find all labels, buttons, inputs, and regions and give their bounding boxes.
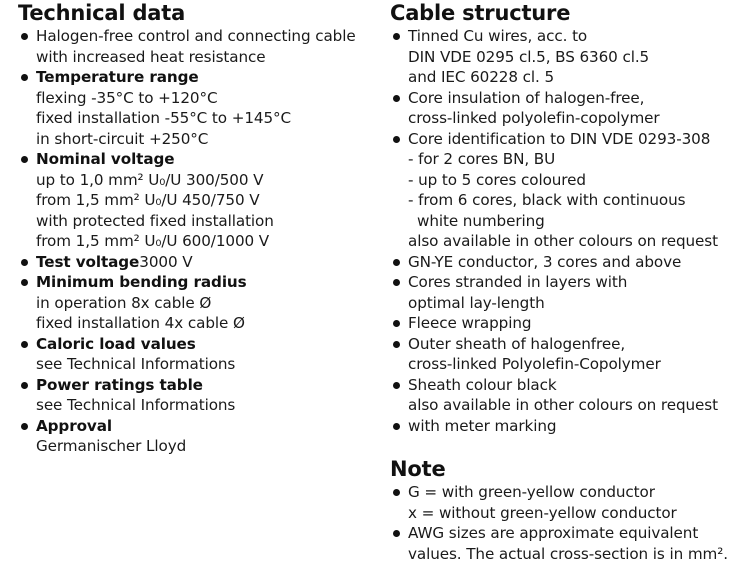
item-line: also available in other colours on request <box>408 232 718 250</box>
item-line: from 1,5 mm² U₀/U 450/750 V <box>36 191 260 209</box>
item-title-line <box>36 334 378 355</box>
item-title: Nominal voltage <box>36 150 175 168</box>
item-title-line <box>36 375 378 396</box>
list-item <box>390 252 755 273</box>
item-line: values. The actual cross-section is in mm². <box>408 544 728 563</box>
item-line: DIN VDE 0295 cl.5, BS 6360 cl.5 <box>408 47 650 66</box>
item-line: with protected fixed installation <box>36 211 274 230</box>
technical-data-section <box>18 0 378 457</box>
cable-structure-heading: Cable structure <box>390 1 571 25</box>
item-line: in operation 8x cable Ø <box>36 293 212 312</box>
item-title: Caloric load values <box>36 334 196 353</box>
technical-data-list <box>18 26 378 457</box>
list-item <box>18 26 378 67</box>
item-title: Temperature range <box>36 68 199 86</box>
item-title-line <box>36 252 378 273</box>
list-item <box>18 416 378 457</box>
item-line: GN-YE conductor, 3 cores and above <box>408 252 682 271</box>
item-line: - up to 5 cores coloured <box>408 170 586 189</box>
note-list <box>390 482 755 564</box>
item-line: from 1,5 mm² U₀/U 600/1000 V <box>36 232 270 250</box>
item-title: Minimum bending radius <box>36 273 247 291</box>
item-line: cross-linked Polyolefin-Copolymer <box>408 355 661 373</box>
item-line: x = without green-yellow conductor <box>408 503 677 522</box>
item-title: Test voltage <box>36 252 140 271</box>
list-item <box>390 482 755 523</box>
item-line: and IEC 60228 cl. 5 <box>408 68 555 86</box>
item-line: also available in other colours on request <box>408 396 718 414</box>
cable-structure-section <box>390 0 755 436</box>
list-item <box>18 375 378 416</box>
list-item <box>18 272 378 334</box>
item-line: cross-linked polyolefin-copolymer <box>408 109 660 127</box>
item-line: Halogen-free control and connecting cable <box>36 27 356 45</box>
list-item <box>390 375 755 416</box>
item-line: up to 1,0 mm² U₀/U 300/500 V <box>36 170 264 189</box>
item-title-line <box>36 416 378 437</box>
item-line: Core insulation of halogen-free, <box>408 88 645 107</box>
item-line: Core identification to DIN VDE 0293-308 <box>408 129 711 148</box>
item-line: see Technical Informations <box>36 355 236 373</box>
item-line: - from 6 cores, black with continuous <box>408 191 686 209</box>
item-line: in short-circuit +250°C <box>36 129 209 148</box>
item-line: fixed installation 4x cable Ø <box>36 314 245 332</box>
item-line: Outer sheath of halogenfree, <box>408 334 626 353</box>
item-line: G = with green-yellow conductor <box>408 483 655 501</box>
item-line: - for 2 cores BN, BU <box>408 150 556 168</box>
list-item <box>390 416 755 437</box>
item-title-line <box>36 67 378 88</box>
item-line: Tinned Cu wires, acc. to <box>408 27 588 45</box>
list-item <box>390 313 755 334</box>
item-line: Germanischer Lloyd <box>36 437 187 455</box>
item-line: with meter marking <box>408 416 557 435</box>
list-item <box>390 272 755 313</box>
list-item <box>18 67 378 149</box>
item-line: white numbering <box>417 211 545 230</box>
item-line: Cores stranded in layers with <box>408 273 628 291</box>
list-item <box>18 334 378 375</box>
list-item <box>390 88 755 129</box>
item-line: fixed installation -55°C to +145°C <box>36 109 292 127</box>
note-heading: Note <box>390 457 446 481</box>
list-item <box>18 149 378 252</box>
item-title-line <box>36 149 378 170</box>
item-title-line <box>36 272 378 293</box>
item-line: optimal lay-length <box>408 293 545 312</box>
item-title: Approval <box>36 416 112 435</box>
item-value: 3000 V <box>139 252 193 271</box>
item-line: Fleece wrapping <box>408 314 532 332</box>
list-item <box>390 334 755 375</box>
list-item <box>18 252 378 273</box>
item-line: with increased heat resistance <box>36 47 266 66</box>
list-item <box>390 26 755 88</box>
item-line: Sheath colour black <box>408 375 557 394</box>
cable-structure-list <box>390 26 755 436</box>
note-section <box>390 456 755 564</box>
list-item <box>390 129 755 252</box>
item-line: AWG sizes are approximate equivalent <box>408 524 699 542</box>
item-line: see Technical Informations <box>36 396 236 414</box>
technical-data-heading: Technical data <box>18 1 186 25</box>
item-line: flexing -35°C to +120°C <box>36 88 218 107</box>
item-title: Power ratings table <box>36 375 203 394</box>
list-item <box>390 523 755 564</box>
